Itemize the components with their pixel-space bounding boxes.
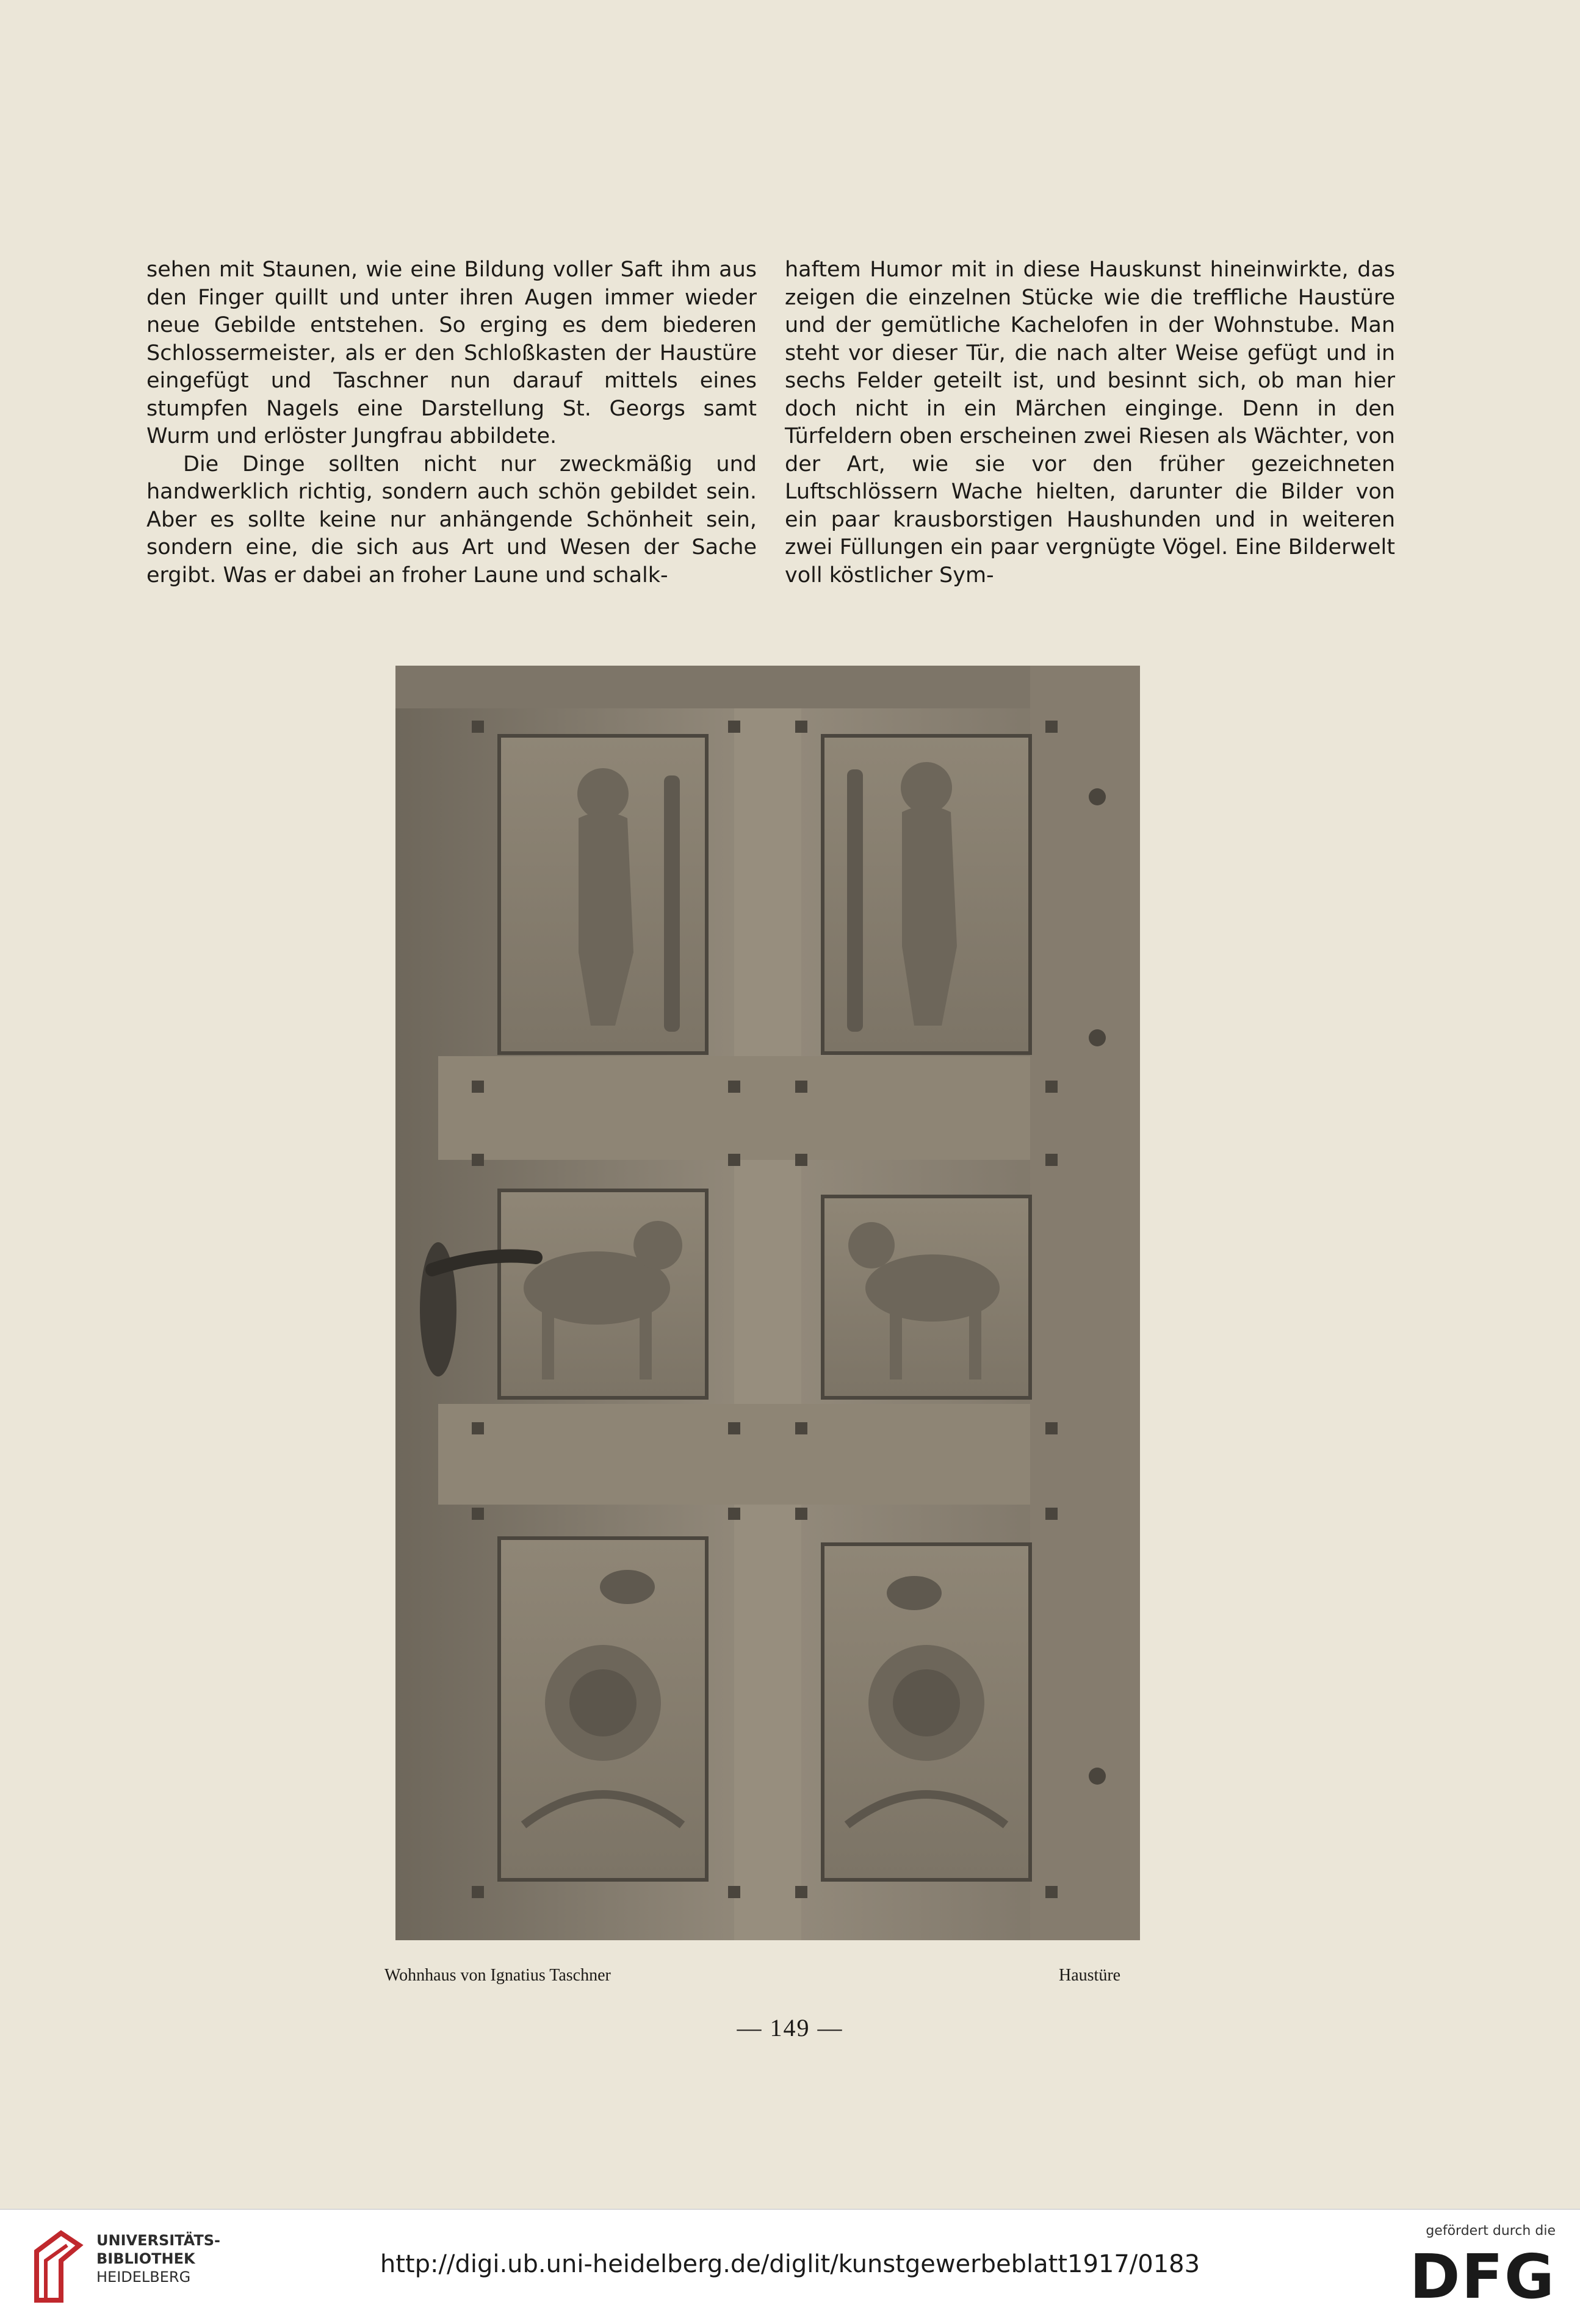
paragraph: haftem Humor mit in diese Hauskunst hineinwirkte, das zeigen die einzelnen Stücke wie die treffliche Haustüre und der gemütliche Kachelofen in der Wohnstube. Man steht vor dieser Tür, die nach alter Weise gefügt und in sechs Felder geteilt ist, und besinnt sich, ob man hier doch nicht in ein Märchen einginge. Denn in den Türfeldern oben erscheinen zwei Riesen als Wächter, von der Art, wie sie vor den früher gezeichneten Luftschlössern Wache hielten, darunter die Bilder von ein paar krausborstigen Haushunden und in weiteren zwei Füllungen ein paar vergnügte Vögel. Eine Bilderwelt voll köstlicher Sym- (785, 257, 1395, 588)
dfg-logo: DFG (1409, 2241, 1556, 2312)
figure-caption-right: Haustüre (1059, 1966, 1121, 1985)
door-photograph (395, 666, 1140, 1940)
text-column-right (785, 256, 1395, 589)
library-line: UNIVERSITÄTS- (96, 2232, 221, 2249)
door-panel-giant-right (823, 736, 1030, 1053)
door-panel-giant-left (499, 736, 707, 1053)
door-panel-bird-right (823, 1544, 1030, 1880)
library-line: HEIDELBERG (96, 2268, 191, 2286)
funding-note: gefördert durch die (1426, 2223, 1556, 2239)
text-column-left (146, 256, 757, 589)
door-panel-bird-left (499, 1538, 707, 1880)
library-line: BIBLIOTHEK (96, 2250, 195, 2267)
door-panel-dog-right (823, 1196, 1030, 1398)
paragraph: Die Dinge sollten nicht nur zweckmäßig und handwerklich richtig, sondern auch schön gebildet sein. Aber es sollte keine nur anhängende Schönheit sein, sondern eine, die sich aus Art und Wesen der Sache ergibt. Was er dabei an froher Laune und schalk- (146, 451, 757, 588)
page-number: — 149 — (737, 2014, 843, 2042)
figure-caption-left: Wohnhaus von Ignatius Taschner (384, 1966, 611, 1985)
paragraph: sehen mit Staunen, wie eine Bildung voller Saft ihm aus den Finger quillt und unter ihren Augen immer wieder neue Gebilde entstehen. So erging es dem biederen Schlossermeister, als er den Schloßkasten der Haustüre eingefügt und Taschner nun darauf mittels eines stumpfen Nagels eine Darstellung St. Georgs samt Wurm und erlöster Jungfrau abbildete. (146, 257, 757, 448)
door-panel-dog-left (499, 1190, 707, 1398)
digitization-footer (0, 2209, 1580, 2324)
permalink-url[interactable]: http://digi.ub.uni-heidelberg.de/diglit/kunstgewerbeblatt1917/0183 (380, 2250, 1200, 2278)
